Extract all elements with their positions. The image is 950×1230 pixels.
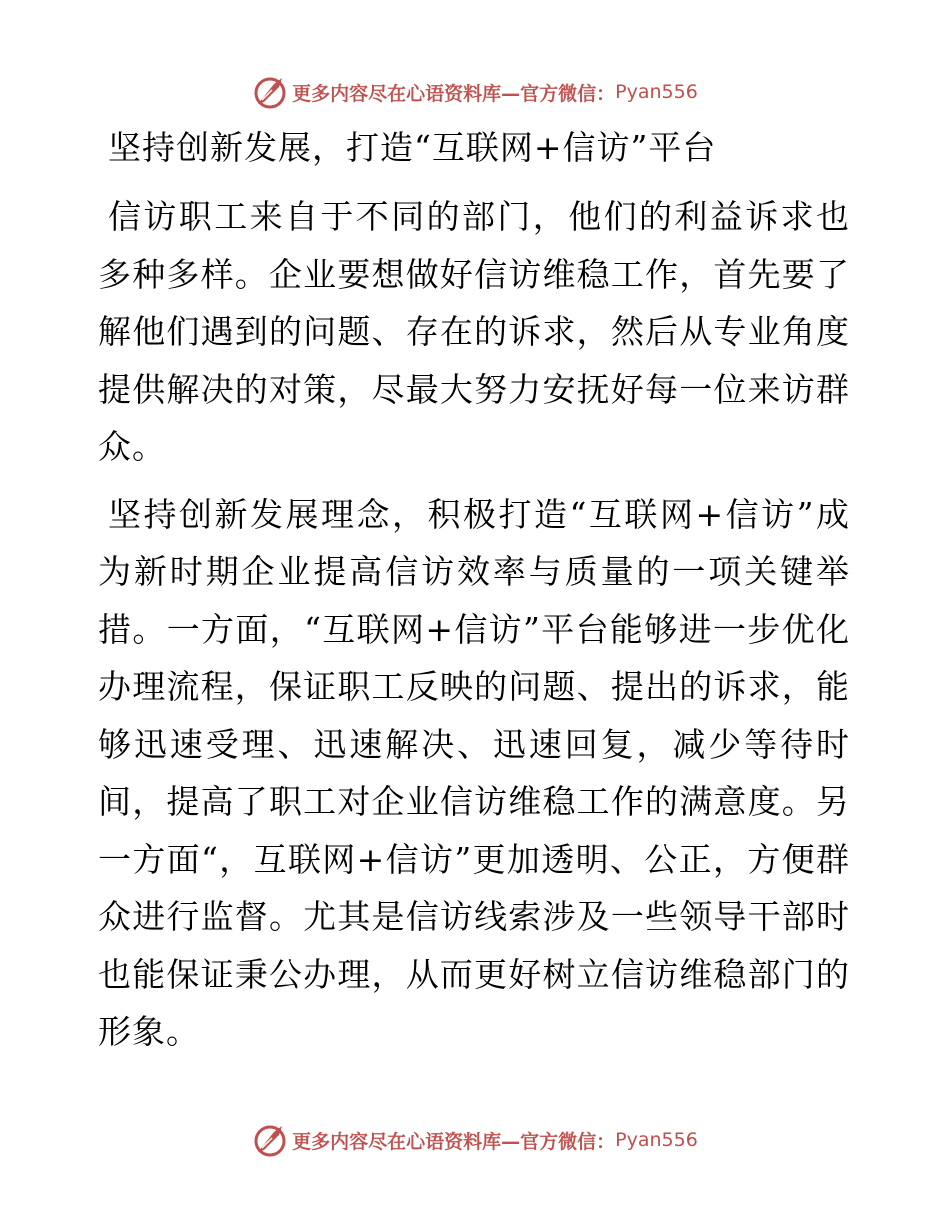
- paragraph-1: 信访职工来自于不同的部门，他们的利益诉求也多种多样。企业要想做好信访维稳工作，首先要了解他们遇到的问题、存在的诉求，然后从专业角度提供解决的对策，尽最大努力安抚好每一位来访群众。: [98, 197, 850, 466]
- watermark-wechat-id: Pyan556: [615, 81, 698, 103]
- footer-watermark-banner: [0, 1120, 950, 1160]
- quill-pen-logo-icon: [252, 1122, 288, 1158]
- document-title: 坚持创新发展，打造“互联网+信访”平台: [108, 128, 717, 167]
- paragraph-2: 坚持创新发展理念，积极打造“互联网+信访”成为新时期企业提高信访效率与质量的一项关键举措。一方面，“互联网+信访”平台能够进一步优化办理流程，保证职工反映的问题、提出的诉求，能够迅速受理、迅速解决、迅速回复，减少等待时间，提高了职工对企业信访维稳工作的满意度。另一方面“，互联网+信访”更加透明、公正，方便群众进行监督。尤其是信访线索涉及一些领导干部时也能保证秉公办理，从而更好树立信访维稳部门的形象。: [98, 494, 850, 1051]
- header-watermark-banner: [0, 72, 950, 112]
- watermark-text: 更多内容尽在心语资料库—官方微信：: [292, 1130, 616, 1153]
- document-body: [98, 126, 850, 1071]
- quill-pen-logo-icon: [252, 74, 288, 110]
- watermark-text: 更多内容尽在心语资料库—官方微信：: [292, 82, 616, 105]
- watermark-wechat-id: Pyan556: [615, 1129, 698, 1151]
